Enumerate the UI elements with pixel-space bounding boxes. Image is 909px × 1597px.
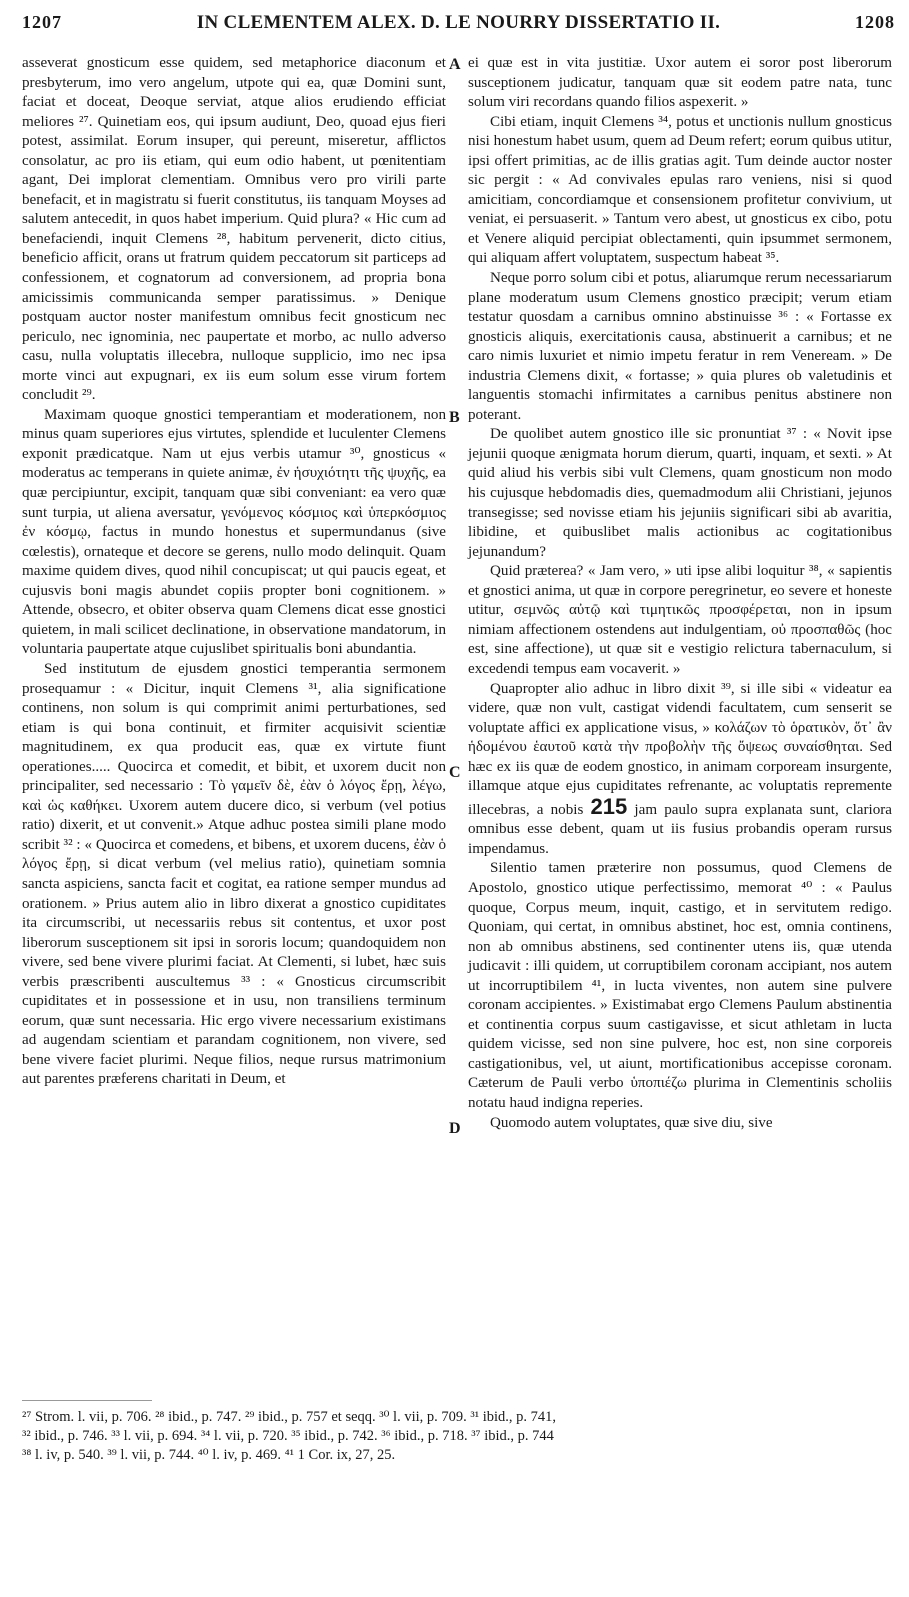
paragraph bbox=[468, 680, 892, 860]
footnote-line: ²⁷ Strom. l. vii, p. 706. ²⁸ ibid., p. 747. ²⁹ ibid., p. 757 et seqq. ³⁰ l. vii, p. 709. ³¹ ibid., p. 741, bbox=[22, 1409, 557, 1425]
paragraph: Cibi etiam, inquit Clemens ³⁴, potus et unctionis nullum gnosticus nisi honestum habet usum, quem ad Deum refert; eorum quibus utitur, ipsi offert primitias, ac de illis gratias agit. Tum deinde auctor noster sic pergit : « Ad convivales epulas raro veniens, nisi si quod amicitiam, concordiamque et consensionem profitetur convivium, ut veniat, ei persuaserit. » Tantum vero abest, ut gnosticus ex cibo, potu et Venere aliquid percipiat oblectamenti, quin ipsummet sermonem, qui aliquam affert voluptatem, suspectum habeat ³⁵. bbox=[468, 113, 892, 267]
left-column bbox=[22, 54, 446, 1090]
footnotes bbox=[22, 1408, 893, 1465]
paragraph: Maximam quoque gnostici temperantiam et moderationem, non minus quam superiores ejus virtutes, splendide et luculenter Clemens exponit prædicatque. Nam ut ejus verbis utamur ³⁰, gnosticus « moderatus ac temperans in quiete animæ, ἐν ἡσυχιότητι τῆς ψυχῆς, ea quæ percipiuntur, excipit, tanquam quæ sibi conveniant: ea vero quæ sunt turpia, ut aliena aversatur, γενόμενος κόσμιος καὶ ὑπερκόσμιος ἐν κόσμῳ, factus in mundo honestus et supermundanus (sive cœlestis), ornateque et decore se gerens, nullo modo delinquit. Quam maxime quidem dives, quod nihil concupiscat; ut qui paucis egeat, et cujusvis boni magis abundet copiis propter boni cognitionem. » Attende, obsecro, et obiter observa quam Clemens dicat esse gnostici quietem, in mali scilicet declinatione, in observatione mandatorum, in voluntaria paupertate atque cujuslibet spiritualis boni abundantia. bbox=[22, 406, 446, 658]
margin-letter-d: D bbox=[449, 1120, 461, 1137]
paragraph: ei quæ est in vita justitiæ. Uxor autem ei soror post liberorum susceptionem judicatur, tanquam quæ sit eodem patre nata, tunc solum viri recordans quando filios aspexerit. » bbox=[468, 55, 892, 111]
paragraph: Silentio tamen præterire non possumus, quod Clemens de Apostolo, gnostico utique perfectissimo, memorat ⁴⁰ : « Paulus quoque, Corpus meum, inquit, castigo, et in servitutem redigo. Quoniam, qui certat, in omnibus abstinet, hoc est, omnia continens, non ab omnibus abstinens, sed continenter utens iis, quæ utenda judicavit : illi quidem, ut corruptibilem coronam accipiant, nos autem ut incorruptibilem ⁴¹, in lucta viventes, non autem sine pulvere coronam accipientes. » Existimabat ergo Clemens Paulum abstinentia et continentia corpus suum castigavisse, et sicut athletam in lucta quidem vicisse, sed non sine pulvere, hoc est, non sine corporeis castigationibus, vel, ut aiunt, mortificationibus accepisse coronam. Cæterum de Pauli verbo ὑποπιέζω plurima in Clementinis scholiis notatu haud indigna reperies. bbox=[468, 860, 892, 1111]
paragraph: Quomodo autem voluptates, quæ sive diu, sive bbox=[490, 1114, 773, 1131]
paragraph: asseverat gnosticum esse quidem, sed metaphorice diaconum et presbyterum, imo vero angelum, utpote qui ea, quæ Domini sunt, faciat et doceat, Deoque serviat, atque alios erudiendo efficiat meliores ²⁷. Quinetiam eos, qui ipsum audiunt, Deo, quoad ejus fieri potest, assimilat. Eorum insuper, qui pereunt, miseretur, afflictos consolatur, ac pro iis etiam, qui eum odio habent, ut pœnitentiam agant, Dei implorat clementiam. Omnibus vero pro virili parte benefacit, et in magistratu si fuerit constitutus, iis tanquam Moyses ad salutem antecedit, in quos habet imperium. Quid plura? « Hic cum ad benefaciendi, inquit Clemens ²⁸, habitum pervenerit, dicto citius, beneficio afficit, orans ut fratrum quidem peccatorum sit particeps ad confessionem, et cognatorum ad conversionem, ad propria bona amicissimis communicanda semper paratissimus. » Denique postquam auctor noster manifestum omnibus fecit gnosticum nec periculo, nec ignominia, nec paupertate et morbo, ac nullo adverso casu, nulla voluptatis illecebra, nulloque supplicio, imo nec ipsa morte vinci aut expugnari, ex iis eum solum esse virum fortem concludit ²⁹. bbox=[22, 55, 446, 404]
paragraph: Neque porro solum cibi et potus, aliarumque rerum necessariarum plane moderatum usum Clemens gnostico præcipit; verum etiam testatur quosdam a carnibus omnino abstinuisse ³⁶ : « Fortasse ex gnosticis aliquis, exercitationis causa, abstinuerit a carnibus; et ne caro nimis luxuriet et nimio impetu feratur in rem Veneream. » De industria Clemens dixit, « fortasse; » quia plures ob valetudinis et languentis stomachi infirmitates a carnibus penitus abstinere non poterant. bbox=[468, 270, 892, 423]
inline-page-number: 215 bbox=[590, 793, 628, 819]
margin-letter-a: A bbox=[449, 56, 461, 73]
footnote-line: ³⁸ l. iv, p. 540. ³⁹ l. vii, p. 744. ⁴⁰ l. iv, p. 469. ⁴¹ 1 Cor. ix, 27, 25. bbox=[22, 1447, 396, 1463]
running-title: IN CLEMENTEM ALEX. D. LE NOURRY DISSERTATIO II. bbox=[196, 12, 721, 33]
margin-letter-b: B bbox=[449, 409, 460, 426]
page-number-right: 1208 bbox=[855, 12, 895, 32]
right-column bbox=[468, 54, 892, 1133]
running-header bbox=[22, 12, 895, 40]
paragraph-text: Quapropter alio adhuc in libro dixit ³⁹, si ille sibi « videatur ea videre, quæ non vult, castigat videndi facultatem, cum senserit se voluptate affici ex applicatione visus, » κολάζων τὸ ὁρατικὸν, ὅτ᾽ ἂν ἡδομένου ἑαυτοῦ κατὰ τὴν προβολὴν τῆς ὄψεως συναίσθηται. Sed hæc ex iis quæ de eodem gnostico, in animam corpoream insurgente, illamque atque ejus cupiditates refrenante, ac voluptatis repremente illecebras, a nobis bbox=[468, 680, 892, 818]
footnote-line: ³² ibid., p. 746. ³³ l. vii, p. 694. ³⁴ l. vii, p. 720. ³⁵ ibid., p. 742. ³⁶ ibid., p. 718. ³⁷ ibid., p. 744 bbox=[22, 1428, 554, 1444]
footnote-rule bbox=[22, 1400, 152, 1401]
paragraph-text: jam paulo supra explanata sunt, clariora omnibus esse debent, quam ut iis fusius probandis operam rursus impendamus. bbox=[468, 801, 892, 857]
page-number-left: 1207 bbox=[22, 12, 62, 32]
paragraph: Quid præterea? « Jam vero, » uti ipse alibi loquitur ³⁸, « sapientis et gnostici anima, ut quæ in corpore peregrinetur, eo severe et honeste utitur, σεμνῶς αὐτῷ καὶ τιμητικῶς προσφέρεται, non in ipsum nimiam affectionem ostendens aut indulgentiam, οὐ προσπαθῶς (hoc est, sine affectione), ut quæ sit e vestigio relictura tabernaculum, si excedendi tempus eam vocaverit. » bbox=[468, 563, 892, 677]
paragraph: De quolibet autem gnostico ille sic pronuntiat ³⁷ : « Novit ipse jejunii quoque ænigmata horum dierum, quarti, inquam, et sexti. » At quid aliud his verbis sibi vult Clemens, quam gnosticum non modo his cujusque hebdomadis dies, quemadmodum alii Christiani, jejunos transegisse; sed novisse etiam his jejuniis significari sibi ab avaritia, libidine, et quibuslibet malis actionibus ac cogitationibus jejunandum? bbox=[468, 426, 892, 560]
margin-letter-c: C bbox=[449, 764, 461, 781]
paragraph: Sed institutum de ejusdem gnostici temperantia sermonem prosequamur : « Dicitur, inquit Clemens ³¹, alia significatione continens, non solum is qui comprimit animi perturbationes, sed etiam is qui bona continuit, et firmiter acquisivit scientiæ magnitudinem, ex qua producit eas, quæ ex virtute fiunt operationes..... Quocirca et comedit, et bibit, et uxorem ducit non principaliter, sed necessario : Τὸ γαμεῖν δὲ, ἐὰν ὁ λόγος ἔρῃ, λέγω, καὶ ὡς καθήκει. Uxorem autem ducere dico, si verbum (vel potius ratio) dixerit, et ut convenit.» Atque adhuc postea simili plane modo scribit ³² : « Quocirca et comedens, et bibens, et uxorem ducens, ἐὰν ὁ λόγος ἔρῃ, si dicat verbum (vel melius ratio), quinetiam somnia sancta aspiciens, sancta facit et cogitat, ea ratione semper mundus ad orationem. » Prius autem alio in libro dixerat a gnostico cupiditates ita circumscribi, ut necessariis rebus sit contentus, et uxor post liberorum susceptionem sit ipsi in sororis locum; quandoquidem non vivere, sed bene vivere plurimi faciat. At Clementi, si lubet, hæc suis verbis præscribenti auscultemus ³³ : « Gnosticus circumscribit cupiditates et in possessione et in usu, non transiliens terminum eorum, quæ sunt necessaria. Hic ergo vivere necessarium existimans ad augendam scientiam et parandam cognitionem, non vivere, sed bene vivere faciet plurimi. Neque filios, neque rursus matrimonium aut parentes præferens charitati in Deum, et bbox=[22, 660, 446, 1088]
